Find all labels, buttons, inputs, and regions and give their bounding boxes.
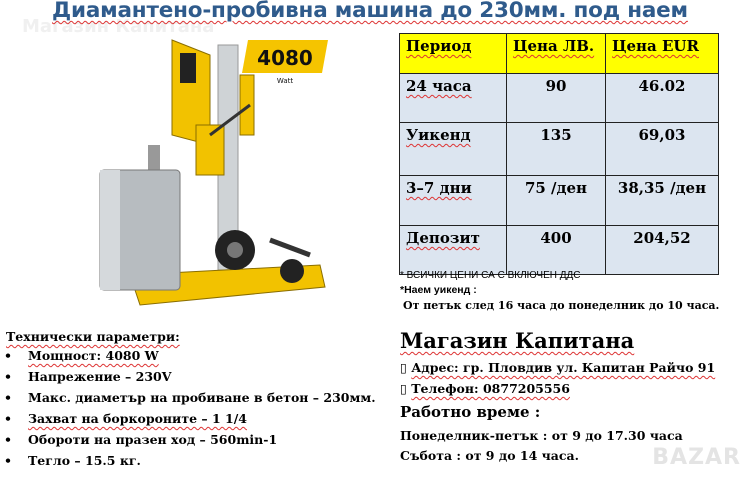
watermark: Магазин Капитана xyxy=(22,16,215,37)
cell-price-bgn: 400 xyxy=(507,226,606,275)
power-badge xyxy=(242,40,328,85)
header-period: Период xyxy=(406,37,472,55)
cell-price-bgn: 135 xyxy=(507,123,606,176)
spec-item: • Мощност: 4080 W xyxy=(4,348,159,363)
table-row xyxy=(400,74,719,123)
table-row xyxy=(400,123,719,176)
table-row xyxy=(400,176,719,226)
cell-period: 24 часа xyxy=(406,77,472,95)
specs-list xyxy=(4,348,376,474)
shop-address: ▯ Адрес: гр. Пловдив ул. Капитан Райчо 91 xyxy=(400,360,716,375)
shop-phone: ▯ Телефон: 0877205556 xyxy=(400,381,570,396)
hours-title: Работно време : xyxy=(400,403,541,421)
cell-period: Депозит xyxy=(406,229,480,247)
cell-period: Уикенд xyxy=(406,126,471,144)
cell-price-eur: 46.02 xyxy=(606,74,719,123)
address-icon: ▯ xyxy=(400,360,412,375)
spec-item: • Тегло – 15.5 кг. xyxy=(4,453,141,468)
table-row xyxy=(400,226,719,275)
cell-price-eur: 38,35 /ден xyxy=(606,176,719,226)
phone-icon: ▯ xyxy=(400,381,412,396)
spec-item: • Макс. диаметър на пробиване в бетон – 230мм. xyxy=(4,390,376,405)
spec-item: • Обороти на празен ход – 560min-1 xyxy=(4,432,278,447)
specs-title: Технически параметри: xyxy=(6,329,180,344)
cell-period: 3–7 дни xyxy=(406,179,472,197)
weekend-note-text: От петък след 16 часа до понеделник до 10 часа. xyxy=(403,299,720,312)
spec-item: • Напрежение – 230V xyxy=(4,369,172,384)
header-price-eur: Цена EUR xyxy=(612,37,699,55)
header-price-bgn: Цена ЛВ. xyxy=(513,37,595,55)
price-table xyxy=(399,33,719,275)
bazar-logo: BAZAR xyxy=(652,445,741,470)
hours-saturday: Събота : от 9 до 14 часа. xyxy=(400,448,579,463)
table-header-row xyxy=(400,34,719,74)
badge-unit: Watt xyxy=(276,77,294,85)
cell-price-eur: 69,03 xyxy=(606,123,719,176)
weekend-note-title: *Наем уикенд : xyxy=(400,284,477,296)
cell-price-eur: 204,52 xyxy=(606,226,719,275)
page-title: Диамантено-пробивна машина до 230мм. под наем xyxy=(52,0,688,23)
hours-weekdays: Понеделник-петък : от 9 до 17.30 часа xyxy=(400,428,683,443)
drill-machine-image xyxy=(60,25,390,315)
spec-item: • Захват на боркороните – 1 1/4 xyxy=(4,411,247,426)
cell-price-bgn: 90 xyxy=(507,74,606,123)
shop-name: Магазин Капитана xyxy=(400,328,635,353)
cell-price-bgn: 75 /ден xyxy=(507,176,606,226)
vat-note: * ВСИЧКИ ЦЕНИ СА С ВКЛЮЧЕН ДДС xyxy=(400,270,581,281)
badge-watt: 4080 xyxy=(257,46,313,70)
